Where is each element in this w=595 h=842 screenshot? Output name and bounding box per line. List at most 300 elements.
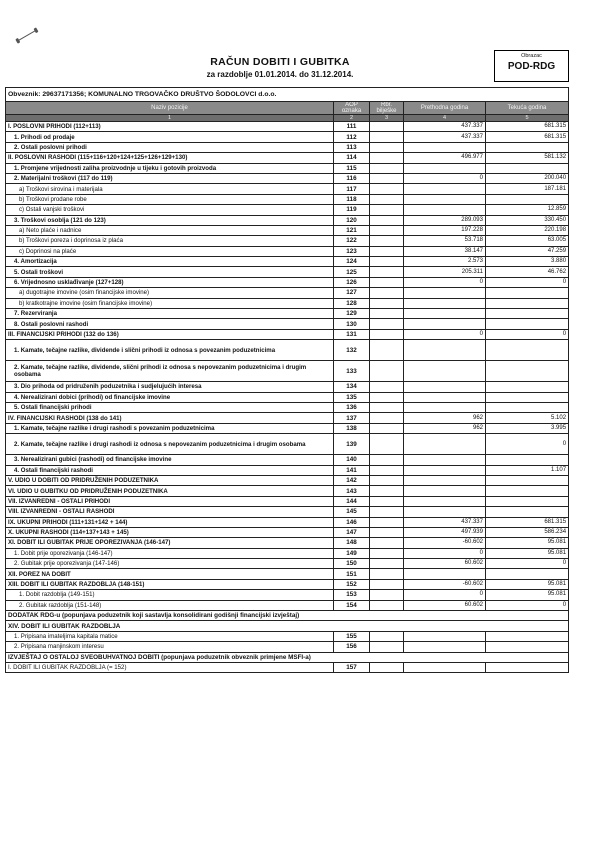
row-note	[370, 194, 404, 204]
row-aop: 141	[334, 465, 370, 475]
row-previous-year: 0	[404, 277, 486, 287]
row-aop: 135	[334, 392, 370, 402]
header-rbr: Rbr. bilješke	[370, 102, 404, 115]
table-row	[6, 538, 569, 548]
row-label: I. DOBIT ILI GUBITAK RAZDOBLJA (= 152)	[6, 662, 334, 672]
row-note	[370, 329, 404, 339]
row-note	[370, 507, 404, 517]
row-label: V. UDIO U DOBITI OD PRIDRUŽENIH PODUZETNIKA	[6, 475, 334, 485]
row-previous-year	[404, 455, 486, 465]
row-aop: 152	[334, 579, 370, 589]
row-current-year: 220.198	[486, 225, 569, 235]
row-label: IV. FINANCIJSKI RASHODI (138 do 141)	[6, 413, 334, 423]
row-previous-year: -60.602	[404, 579, 486, 589]
table-row	[6, 465, 569, 475]
row-note	[370, 423, 404, 433]
header-naziv: Naziv pozicije	[6, 102, 334, 115]
table-row	[6, 246, 569, 256]
col-number: 3	[370, 115, 404, 122]
izvjestaj-heading	[6, 652, 569, 662]
row-aop: 118	[334, 194, 370, 204]
row-previous-year: 437.337	[404, 122, 486, 132]
table-row	[6, 527, 569, 537]
row-note	[370, 579, 404, 589]
row-current-year	[486, 194, 569, 204]
row-note	[370, 361, 404, 382]
table-row	[6, 600, 569, 610]
row-label: VII. IZVANREDNI - OSTALI PRIHODI	[6, 496, 334, 506]
row-aop: 142	[334, 475, 370, 485]
row-label: 2. Ostali poslovni prihodi	[6, 142, 334, 152]
row-aop: 143	[334, 486, 370, 496]
row-aop: 128	[334, 298, 370, 308]
table-row	[6, 225, 569, 235]
row-aop: 151	[334, 569, 370, 579]
row-label: 1. Kamate, tečajne razlike, dividende i slični prihodi iz odnosa s povezanim poduzetnicima	[6, 340, 334, 361]
row-label: b) Troškovi poreza i doprinosa iz plaća	[6, 236, 334, 246]
row-label: 1. Dobit razdoblja (149-151)	[6, 590, 334, 600]
table-row	[6, 257, 569, 267]
row-current-year	[486, 631, 569, 641]
row-label: a) Troškovi sirovina i materijala	[6, 184, 334, 194]
row-label: 2. Pripisana manjinskom interesu	[6, 642, 334, 652]
row-current-year: 0	[486, 559, 569, 569]
table-row	[6, 277, 569, 287]
row-label: I. POSLOVNI PRIHODI (112+113)	[6, 122, 334, 132]
row-previous-year: 53.718	[404, 236, 486, 246]
obveznik-line: Obveznik: 29637171356; KOMUNALNO TRGOVAČKO DRUŠTVO ŠODOLOVCI d.o.o.	[6, 88, 569, 102]
row-aop: 115	[334, 163, 370, 173]
row-note	[370, 225, 404, 235]
row-current-year	[486, 382, 569, 392]
row-previous-year: 38.147	[404, 246, 486, 256]
row-note	[370, 319, 404, 329]
row-previous-year	[404, 642, 486, 652]
table-row	[6, 413, 569, 423]
row-label: II. POSLOVNI RASHODI (115+116+120+124+125+126+129+130)	[6, 153, 334, 163]
table-row	[6, 132, 569, 142]
row-label: 2. Kamate, tečajne razlike, dividende, slični prihodi iz odnosa s nepovezanim poduzetnicima i drugim osobama	[6, 361, 334, 382]
row-previous-year: 197.228	[404, 225, 486, 235]
row-aop: 116	[334, 173, 370, 183]
row-current-year: 330.450	[486, 215, 569, 225]
row-aop: 123	[334, 246, 370, 256]
row-previous-year: 60.602	[404, 559, 486, 569]
row-previous-year	[404, 402, 486, 412]
row-note	[370, 662, 404, 672]
row-current-year: 1.107	[486, 465, 569, 475]
table-row	[6, 662, 569, 672]
table-row	[6, 329, 569, 339]
row-aop: 155	[334, 631, 370, 641]
row-note	[370, 465, 404, 475]
row-note	[370, 298, 404, 308]
row-current-year	[486, 507, 569, 517]
row-note	[370, 246, 404, 256]
row-current-year	[486, 319, 569, 329]
row-aop: 131	[334, 329, 370, 339]
row-current-year	[486, 392, 569, 402]
row-note	[370, 142, 404, 152]
row-aop: 117	[334, 184, 370, 194]
table-row	[6, 122, 569, 132]
row-label: 4. Amortizacija	[6, 257, 334, 267]
row-note	[370, 392, 404, 402]
table-row	[6, 434, 569, 455]
row-previous-year: 497.939	[404, 527, 486, 537]
row-label: b) Troškovi prodane robe	[6, 194, 334, 204]
row-previous-year	[404, 475, 486, 485]
row-aop: 138	[334, 423, 370, 433]
table-row	[6, 631, 569, 641]
row-aop: 139	[334, 434, 370, 455]
row-note	[370, 402, 404, 412]
table-row	[6, 559, 569, 569]
row-current-year: 3.880	[486, 257, 569, 267]
row-note	[370, 631, 404, 641]
row-note	[370, 517, 404, 527]
row-current-year: 12.859	[486, 205, 569, 215]
row-current-year: 46.762	[486, 267, 569, 277]
row-previous-year	[404, 361, 486, 382]
table-row	[6, 142, 569, 152]
row-current-year	[486, 402, 569, 412]
row-previous-year: 962	[404, 413, 486, 423]
row-label: c) Doprinosi na plaće	[6, 246, 334, 256]
row-aop: 157	[334, 662, 370, 672]
document-subtitle: za razdoblje 01.01.2014. do 31.12.2014.	[206, 70, 354, 79]
row-note	[370, 277, 404, 287]
row-previous-year: 962	[404, 423, 486, 433]
row-previous-year: 0	[404, 548, 486, 558]
row-aop: 148	[334, 538, 370, 548]
row-aop: 130	[334, 319, 370, 329]
dodatak-section-text: XIV. DOBIT ILI GUBITAK RAZDOBLJA	[6, 621, 569, 631]
row-previous-year: 205.311	[404, 267, 486, 277]
row-aop: 149	[334, 548, 370, 558]
row-label: a) dugotrajne imovine (osim financijske imovine)	[6, 288, 334, 298]
row-note	[370, 288, 404, 298]
row-label: XIII. DOBIT ILI GUBITAK RAZDOBLJA (148-151)	[6, 579, 334, 589]
header-tekuca: Tekuća godina	[486, 102, 569, 115]
row-aop: 113	[334, 142, 370, 152]
row-label: 2. Materijalni troškovi (117 do 119)	[6, 173, 334, 183]
row-previous-year	[404, 569, 486, 579]
row-previous-year	[404, 465, 486, 475]
row-current-year: 95.081	[486, 579, 569, 589]
row-previous-year	[404, 184, 486, 194]
row-note	[370, 434, 404, 455]
row-current-year: 5.102	[486, 413, 569, 423]
row-previous-year	[404, 194, 486, 204]
row-note	[370, 257, 404, 267]
row-aop: 156	[334, 642, 370, 652]
row-previous-year	[404, 319, 486, 329]
izvjestaj-heading-text: IZVJEŠTAJ O OSTALOJ SVEOBUHVATNOJ DOBITI (popunjava poduzetnik obveznik primjene MSFI-a)	[6, 652, 569, 662]
row-label: 4. Nerealizirani dobici (prihodi) od financijske imovine	[6, 392, 334, 402]
table-row	[6, 392, 569, 402]
row-current-year: 95.081	[486, 538, 569, 548]
table-row	[6, 507, 569, 517]
row-aop: 140	[334, 455, 370, 465]
col-number: 4	[404, 115, 486, 122]
header-prethodna: Prethodna godina	[404, 102, 486, 115]
table-row	[6, 382, 569, 392]
table-row	[6, 340, 569, 361]
row-previous-year	[404, 662, 486, 672]
row-current-year: 681.315	[486, 122, 569, 132]
row-previous-year: 0	[404, 329, 486, 339]
row-current-year	[486, 486, 569, 496]
col-number: 5	[486, 115, 569, 122]
row-previous-year	[404, 205, 486, 215]
table-row	[6, 590, 569, 600]
row-note	[370, 559, 404, 569]
row-label: a) Neto plaće i nadnice	[6, 225, 334, 235]
row-note	[370, 215, 404, 225]
table-row	[6, 205, 569, 215]
row-label: 7. Rezerviranja	[6, 309, 334, 319]
row-note	[370, 590, 404, 600]
row-aop: 121	[334, 225, 370, 235]
row-note	[370, 569, 404, 579]
table-row	[6, 163, 569, 173]
row-current-year	[486, 142, 569, 152]
row-label: 1. Kamate, tečajne razlike i drugi rashodi s povezanim poduzetnicima	[6, 423, 334, 433]
row-note	[370, 413, 404, 423]
row-label: III. FINANCIJSKI PRIHODI (132 do 136)	[6, 329, 334, 339]
form-code-box	[494, 50, 569, 82]
table-row	[6, 319, 569, 329]
row-aop: 146	[334, 517, 370, 527]
row-label: 5. Ostali troškovi	[6, 267, 334, 277]
table-row	[6, 288, 569, 298]
row-aop: 144	[334, 496, 370, 506]
row-current-year: 0	[486, 329, 569, 339]
row-previous-year: 437.337	[404, 132, 486, 142]
row-current-year: 0	[486, 434, 569, 455]
row-previous-year: 0	[404, 173, 486, 183]
row-note	[370, 600, 404, 610]
row-label: X. UKUPNI RASHODI (114+137+143 + 145)	[6, 527, 334, 537]
row-current-year	[486, 361, 569, 382]
table-row	[6, 361, 569, 382]
row-current-year: 681.315	[486, 132, 569, 142]
table-row	[6, 173, 569, 183]
row-note	[370, 642, 404, 652]
row-current-year: 586.234	[486, 527, 569, 537]
row-note	[370, 475, 404, 485]
row-label: 8. Ostali poslovni rashodi	[6, 319, 334, 329]
row-previous-year	[404, 631, 486, 641]
row-previous-year	[404, 382, 486, 392]
row-previous-year	[404, 392, 486, 402]
row-current-year	[486, 309, 569, 319]
table-row	[6, 548, 569, 558]
row-aop: 136	[334, 402, 370, 412]
row-aop: 147	[334, 527, 370, 537]
row-previous-year	[404, 163, 486, 173]
row-aop: 127	[334, 288, 370, 298]
table-row	[6, 517, 569, 527]
form-code: POD-RDG	[507, 61, 556, 72]
row-current-year	[486, 569, 569, 579]
paperclip-icon	[17, 30, 37, 42]
row-previous-year: 289.093	[404, 215, 486, 225]
row-note	[370, 455, 404, 465]
row-current-year	[486, 163, 569, 173]
row-current-year	[486, 455, 569, 465]
row-label: 2. Gubitak prije oporezivanja (147-146)	[6, 559, 334, 569]
row-label: 1. Dobit prije oporezivanja (146-147)	[6, 548, 334, 558]
row-current-year	[486, 496, 569, 506]
row-previous-year: -60.602	[404, 538, 486, 548]
row-aop: 132	[334, 340, 370, 361]
row-previous-year: 437.337	[404, 517, 486, 527]
row-previous-year	[404, 288, 486, 298]
row-previous-year: 2.573	[404, 257, 486, 267]
income-statement-table	[5, 87, 569, 673]
table-row	[6, 194, 569, 204]
row-previous-year	[404, 142, 486, 152]
row-aop: 112	[334, 132, 370, 142]
row-note	[370, 538, 404, 548]
row-note	[370, 548, 404, 558]
row-current-year	[486, 642, 569, 652]
row-label: 1. Prihodi od prodaje	[6, 132, 334, 142]
row-current-year: 3.995	[486, 423, 569, 433]
row-note	[370, 267, 404, 277]
dodatak-section	[6, 621, 569, 631]
row-label: 5. Ostali financijski prihodi	[6, 402, 334, 412]
row-current-year: 681.315	[486, 517, 569, 527]
row-note	[370, 527, 404, 537]
row-current-year: 581.132	[486, 153, 569, 163]
header-aop: AOP oznaka	[334, 102, 370, 115]
table-row	[6, 475, 569, 485]
row-aop: 137	[334, 413, 370, 423]
row-label: 1. Pripisana imateljima kapitala matice	[6, 631, 334, 641]
row-label: 3. Troškovi osoblja (121 do 123)	[6, 215, 334, 225]
row-current-year: 0	[486, 277, 569, 287]
row-current-year: 47.259	[486, 246, 569, 256]
row-aop: 133	[334, 361, 370, 382]
row-aop: 122	[334, 236, 370, 246]
row-note	[370, 205, 404, 215]
row-current-year: 0	[486, 600, 569, 610]
row-aop: 134	[334, 382, 370, 392]
row-note	[370, 184, 404, 194]
row-previous-year	[404, 507, 486, 517]
form-label: Obrazac	[521, 53, 542, 59]
table-row	[6, 496, 569, 506]
row-aop: 120	[334, 215, 370, 225]
row-aop: 125	[334, 267, 370, 277]
row-note	[370, 309, 404, 319]
row-aop: 126	[334, 277, 370, 287]
row-note	[370, 496, 404, 506]
row-aop: 129	[334, 309, 370, 319]
table-row	[6, 267, 569, 277]
col-number: 1	[6, 115, 334, 122]
row-label: 3. Nerealizirani gubici (rashodi) od financijske imovine	[6, 455, 334, 465]
row-previous-year	[404, 486, 486, 496]
row-current-year: 200.040	[486, 173, 569, 183]
row-aop: 111	[334, 122, 370, 132]
row-label: XI. DOBIT ILI GUBITAK PRIJE OPOREZIVANJA (146-147)	[6, 538, 334, 548]
dodatak-heading	[6, 611, 569, 621]
row-label: c) Ostali vanjski troškovi	[6, 205, 334, 215]
row-aop: 154	[334, 600, 370, 610]
table-row	[6, 642, 569, 652]
row-previous-year: 0	[404, 590, 486, 600]
table-row	[6, 455, 569, 465]
row-previous-year	[404, 496, 486, 506]
row-aop: 124	[334, 257, 370, 267]
row-label: VIII. IZVANREDNI - OSTALI RASHODI	[6, 507, 334, 517]
row-aop: 153	[334, 590, 370, 600]
row-aop: 145	[334, 507, 370, 517]
row-label: IX. UKUPNI PRIHODI (111+131+142 + 144)	[6, 517, 334, 527]
row-note	[370, 236, 404, 246]
row-current-year	[486, 475, 569, 485]
row-note	[370, 122, 404, 132]
row-note	[370, 173, 404, 183]
dodatak-heading-text: DODATAK RDG-u (popunjava poduzetnik koji sastavlja konsolidirani godišnji financijski izvještaj)	[6, 611, 569, 621]
row-note	[370, 132, 404, 142]
row-label: 6. Vrijednosno usklađivanje (127+128)	[6, 277, 334, 287]
table-row	[6, 569, 569, 579]
row-current-year: 95.081	[486, 590, 569, 600]
row-current-year	[486, 298, 569, 308]
table-row	[6, 298, 569, 308]
row-aop: 150	[334, 559, 370, 569]
table-row	[6, 423, 569, 433]
table-row	[6, 153, 569, 163]
table-row	[6, 215, 569, 225]
table-row	[6, 579, 569, 589]
row-current-year: 187.181	[486, 184, 569, 194]
table-row	[6, 236, 569, 246]
table-row	[6, 184, 569, 194]
row-current-year: 63.005	[486, 236, 569, 246]
col-number: 2	[334, 115, 370, 122]
row-label: VI. UDIO U GUBITKU OD PRIDRUŽENIH PODUZETNIKA	[6, 486, 334, 496]
row-previous-year	[404, 340, 486, 361]
row-note	[370, 486, 404, 496]
row-previous-year	[404, 434, 486, 455]
row-current-year	[486, 340, 569, 361]
row-label: 1. Promjene vrijednosti zaliha proizvodnje u tijeku i gotovih proizvoda	[6, 163, 334, 173]
row-aop: 114	[334, 153, 370, 163]
row-previous-year: 496.977	[404, 153, 486, 163]
row-note	[370, 153, 404, 163]
table-row	[6, 402, 569, 412]
document-title: RAČUN DOBITI I GUBITKA	[210, 56, 350, 68]
table-row	[6, 486, 569, 496]
row-label: XII. POREZ NA DOBIT	[6, 569, 334, 579]
row-previous-year	[404, 298, 486, 308]
row-label: 4. Ostali financijski rashodi	[6, 465, 334, 475]
row-previous-year	[404, 309, 486, 319]
row-label: 2. Kamate, tečajne razlike i drugi rashodi iz odnosa s nepovezanim poduzetnicima i drugim osobama	[6, 434, 334, 455]
row-current-year	[486, 288, 569, 298]
row-current-year	[486, 662, 569, 672]
table-row	[6, 309, 569, 319]
row-current-year: 95.081	[486, 548, 569, 558]
row-label: 2. Gubitak razdoblja (151-148)	[6, 600, 334, 610]
row-note	[370, 163, 404, 173]
